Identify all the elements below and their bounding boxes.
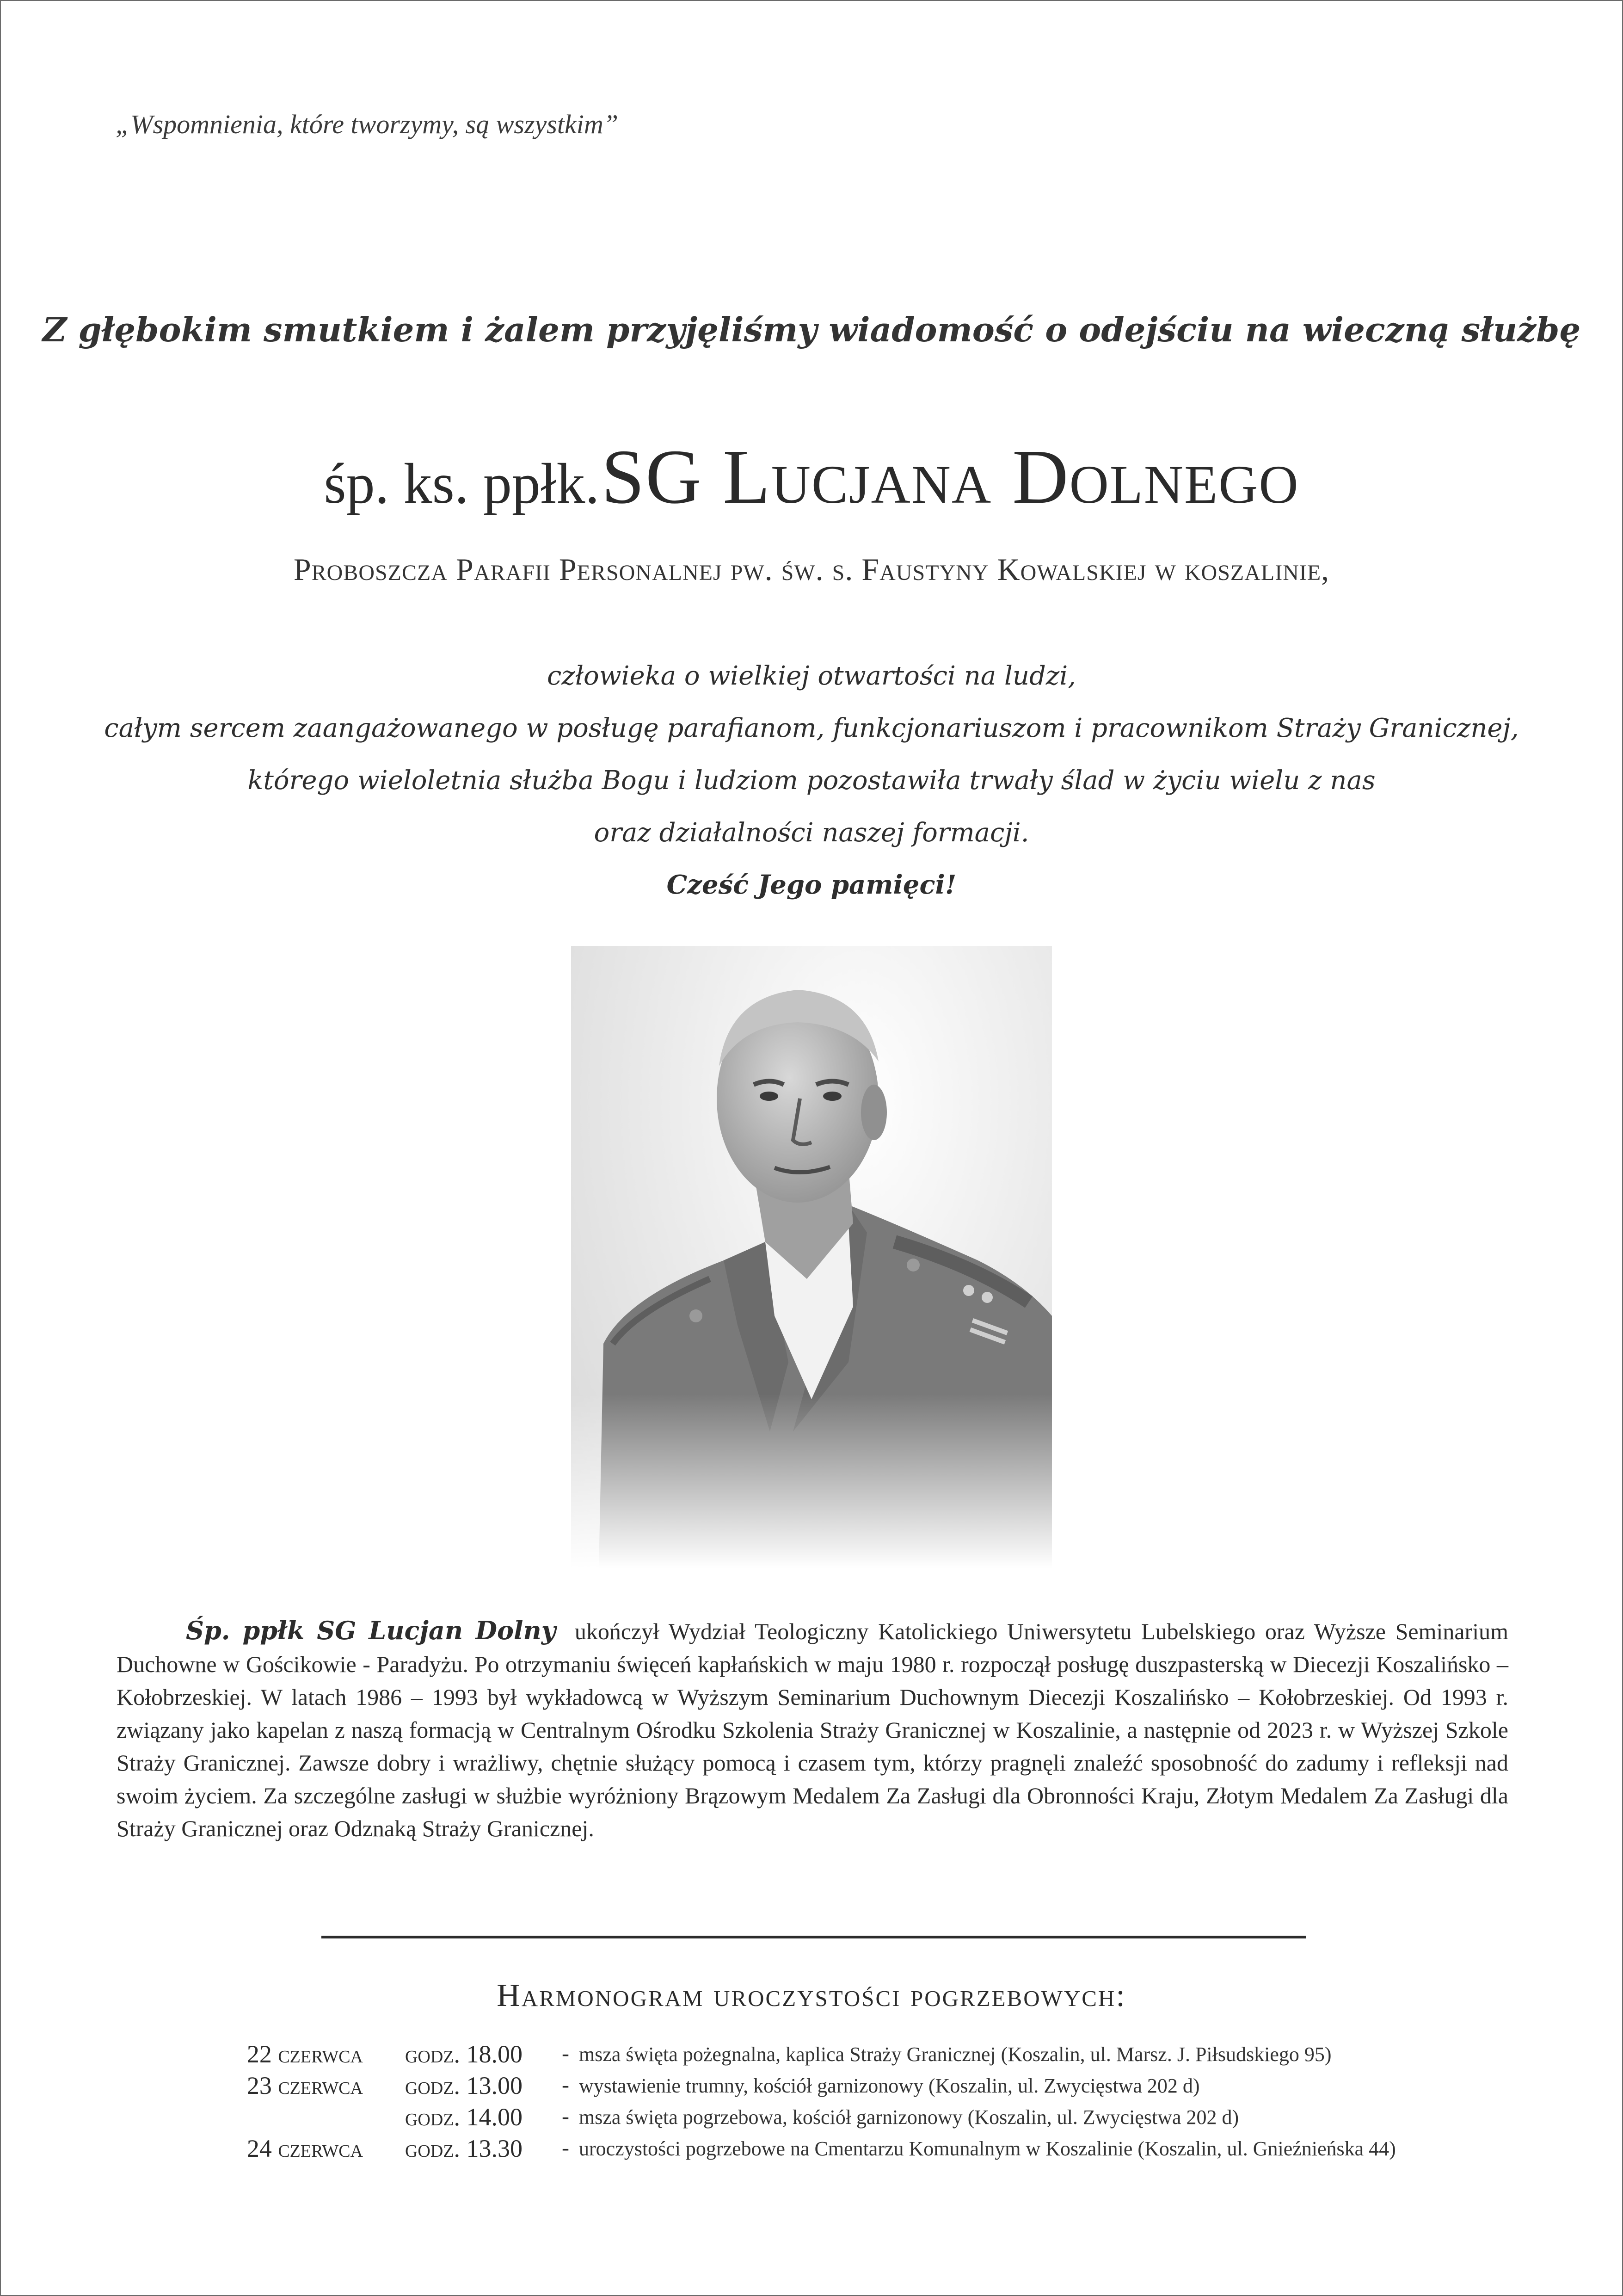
name-main: SG Lucjana Dolnego — [601, 434, 1299, 520]
tribute-line: oraz działalności naszej formacji. — [594, 818, 1029, 848]
schedule-date: 22 czerwca — [246, 2040, 363, 2068]
deceased-name — [0, 432, 1623, 522]
schedule-row — [0, 2134, 1623, 2166]
motto: „Wspomnienia, które tworzymy, są wszystkim” — [116, 109, 618, 139]
bio-name: Śp. ppłk SG Lucjan Dolny — [186, 1616, 556, 1645]
schedule-desc: msza święta pogrzebowa, kościół garnizonowy (Koszalin, ul. Zwycięstwa 202 d) — [579, 2106, 1239, 2129]
schedule-dash: - — [562, 2041, 569, 2066]
biography — [117, 1614, 1508, 1845]
tribute-line-honor: Cześć Jego pamięci! — [666, 870, 957, 900]
portrait-photo — [571, 946, 1052, 1568]
schedule-dash: - — [562, 2073, 569, 2097]
bio-text: ukończył Wydział Teologiczny Katolickiego Uniwersytetu Lubelskiego oraz Wyższe Seminarium Duchowne w Gościkowie - Paradyżu. Po otrzymaniu święceń kapłańskich w maju 1980 r. rozpoczął posługę duszpasterską w Diecezji Koszalińsko – Kołobrzeskiej. W latach 1986 – 1993 był wykładowcą w Wyższym Seminarium Duchownym Diecezji Koszalińsko – Kołobrzeskiej. Od 1993 r. związany jako kapelan z naszą formacją w Centralnym Ośrodku Szkolenia Straży Granicznej w Koszalinie, a następnie od 2023 r. w Wyższej Szkole Straży Granicznej. Zawsze dobry i wrażliwy, chętnie służący pomocą i czasem tym, którzy pragnęli znaleźć sposobność do zadumy i refleksji nad swoim życiem. Za szczególne zasługi w służbie wyróżniony Brązowym Medalem Za Zasługi dla Obronności Kraju, Złotym Medalem Za Zasługi dla Straży Granicznej oraz Odznaką Straży Granicznej. — [117, 1618, 1508, 1841]
tribute-text — [0, 650, 1623, 911]
portrait-illustration — [571, 946, 1052, 1568]
tribute-line: całym sercem zaangażowanego w posługę parafianom, funkcjonariuszom i pracownikom Straży Granicznej, — [104, 713, 1519, 743]
tribute-line: człowieka o wielkiej otwartości na ludzi, — [547, 661, 1076, 691]
schedule-desc: msza święta pożegnalna, kaplica Straży Granicznej (Koszalin, ul. Marsz. J. Piłsudskiego 95) — [579, 2043, 1332, 2066]
name-prefix: śp. ks. ppłk. — [324, 452, 600, 515]
function-line: Proboszcza Parafii Personalnej pw. św. s. Faustyny Kowalskiej w koszalinie, — [293, 552, 1330, 587]
schedule-date: 23 czerwca — [246, 2072, 363, 2099]
schedule-row — [0, 2071, 1623, 2103]
schedule-list — [0, 2040, 1623, 2166]
schedule-time: godz. 13.30 — [405, 2135, 523, 2162]
schedule-dash: - — [562, 2104, 569, 2129]
schedule-date: 24 czerwca — [246, 2135, 363, 2162]
schedule-time: godz. 18.00 — [405, 2040, 523, 2068]
schedule-desc: uroczystości pogrzebowe na Cmentarzu Komunalnym w Koszalinie (Koszalin, ul. Gnieźnieńska 44) — [579, 2137, 1396, 2160]
schedule-title: Harmonogram uroczystości pogrzebowych: — [497, 1978, 1126, 2013]
schedule-time: godz. 13.00 — [405, 2072, 523, 2099]
intro-line: Z głębokim smutkiem i żalem przyjęliśmy wiadomość o odejściu na wieczną służbę — [42, 310, 1581, 349]
tribute-line: którego wieloletnia służba Bogu i ludziom pozostawiła trwały ślad w życiu wielu z nas — [247, 765, 1376, 796]
divider — [321, 1936, 1306, 1938]
schedule-desc: wystawienie trumny, kościół garnizonowy (Koszalin, ul. Zwycięstwa 202 d) — [579, 2074, 1200, 2097]
schedule-row — [0, 2103, 1623, 2134]
schedule-dash: - — [562, 2136, 569, 2160]
schedule-time: godz. 14.00 — [405, 2103, 523, 2131]
schedule-row — [0, 2040, 1623, 2071]
